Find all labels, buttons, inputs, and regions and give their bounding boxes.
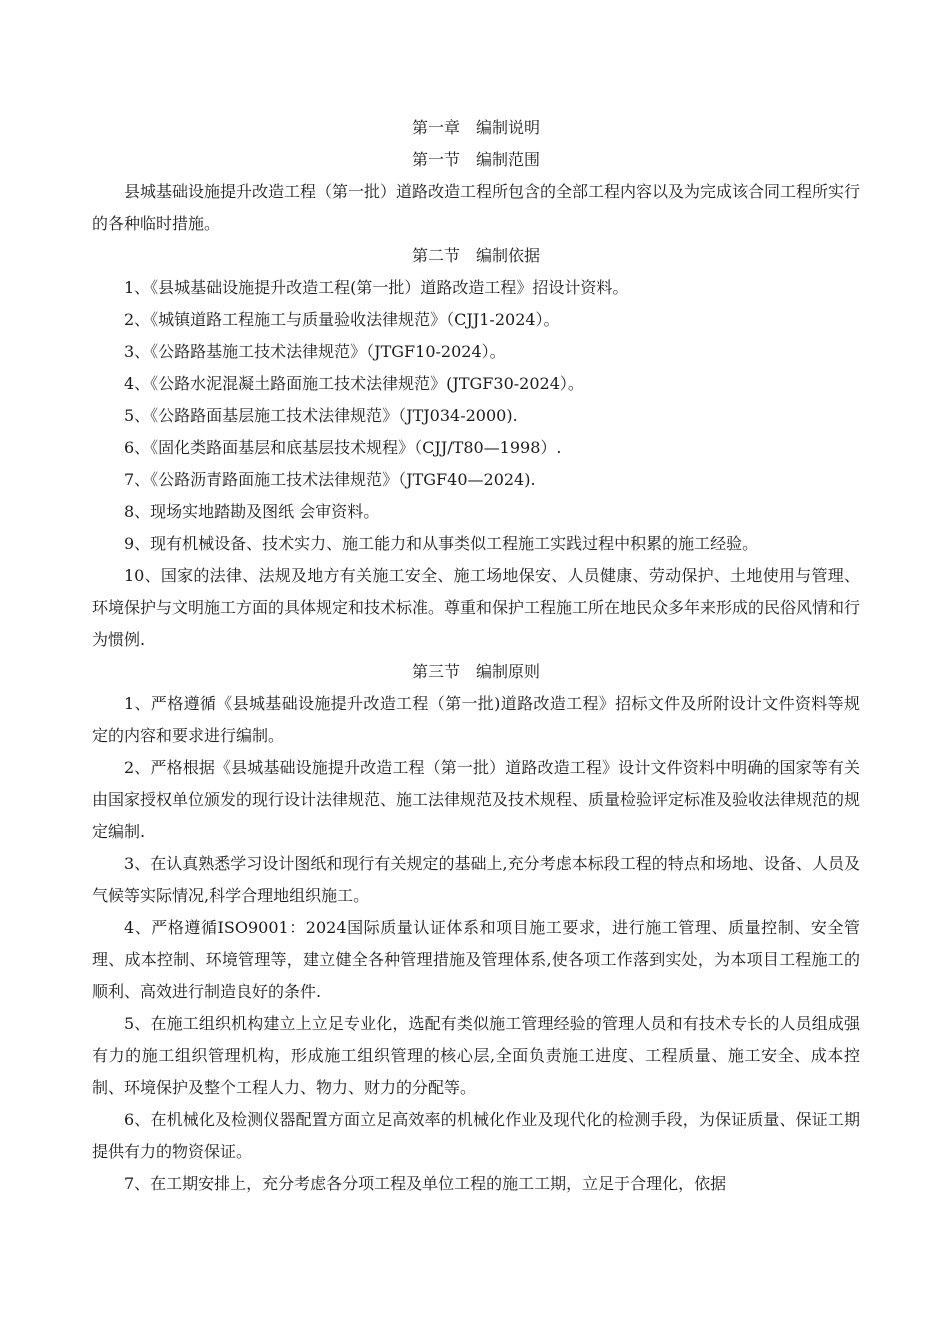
paragraph: 6、在机械化及检测仪器配置方面立足高效率的机械化作业及现代化的检测手段，为保证质量、保证工期提供有力的物资保证。	[92, 1110, 860, 1161]
paragraph: 8、现场实地踏勘及图纸 会审资料。	[124, 502, 380, 521]
section-title: 第二节 编制依据	[411, 246, 540, 265]
paragraph: 10、国家的法律、法规及地方有关施工安全、施工场地保安、人员健康、劳动保护、土地使用与管理、环境保护与文明施工方面的具体规定和技术标准。尊重和保护工程施工所在地民众多年来形成的民俗风情和行为惯例.	[92, 566, 861, 649]
paragraph: 县城基础设施提升改造工程（第一批）道路改造工程所包含的全部工程内容以及为完成该合同工程所实行的各种临时措施。	[92, 182, 861, 233]
paragraph: 9、现有机械设备、技术实力、施工能力和从事类似工程施工实践过程中积累的施工经验。	[124, 534, 759, 553]
paragraph: 5、在施工组织机构建立上立足专业化，选配有类似施工管理经验的管理人员和有技术专长的人员组成强有力的施工组织管理机构，形成施工组织管理的核心层,全面负责施工进度、工程质量、施工安全、成本控制、环境保护及整个工程人力、物力、财力的分配等。	[92, 1014, 860, 1097]
paragraph: 1、《县城基础设施提升改造工程(第一批）道路改造工程》招设计资料。	[124, 278, 629, 297]
paragraph: 4、《公路水泥混凝土路面施工技术法律规范》(JTGF30-2024）。	[124, 374, 584, 393]
paragraph: 3、在认真熟悉学习设计图纸和现行有关规定的基础上,充分考虑本标段工程的特点和场地、设备、人员及气候等实际情况,科学合理地组织施工。	[92, 854, 860, 905]
section-title: 第三节 编制原则	[411, 662, 540, 681]
paragraph: 6、《固化类路面基层和底基层技术规程》（CJJ/T80—1998）.	[124, 438, 562, 457]
chapter-title: 第一章 编制说明	[411, 118, 540, 137]
paragraph: 7、《公路沥青路面施工技术法律规范》（JTGF40—2024).	[124, 470, 536, 489]
paragraph: 7、在工期安排上，充分考虑各分项工程及单位工程的施工工期，立足于合理化，依据	[124, 1174, 727, 1193]
document-body	[92, 112, 860, 1200]
paragraph: 1、严格遵循《县城基础设施提升改造工程（第一批)道路改造工程》招标文件及所附设计文件资料等规定的内容和要求进行编制。	[92, 694, 860, 745]
paragraph: 2、《城镇道路工程施工与质量验收法律规范》（CJJ1-2024）。	[124, 310, 560, 329]
paragraph: 2、严格根据《县城基础设施提升改造工程（第一批）道路改造工程》设计文件资料中明确的国家等有关由国家授权单位颁发的现行设计法律规范、施工法律规范及技术规程、质量检验评定标准及验收法律规范的规定编制.	[92, 758, 861, 841]
paragraph: 3、《公路路基施工技术法律规范》（JTGF10-2024）。	[124, 342, 506, 361]
paragraph: 4、严格遵循ISO9001：2024国际质量认证体系和项目施工要求，进行施工管理、质量控制、安全管理、成本控制、环境管理等，建立健全各种管理措施及管理体系,使各项工作落到实处，为本项目工程施工的顺利、高效进行制造良好的条件.	[92, 918, 860, 1001]
section-title: 第一节 编制范围	[411, 150, 540, 169]
paragraph: 5、《公路路面基层施工技术法律规范》（JTJ034-2000).	[124, 406, 518, 425]
